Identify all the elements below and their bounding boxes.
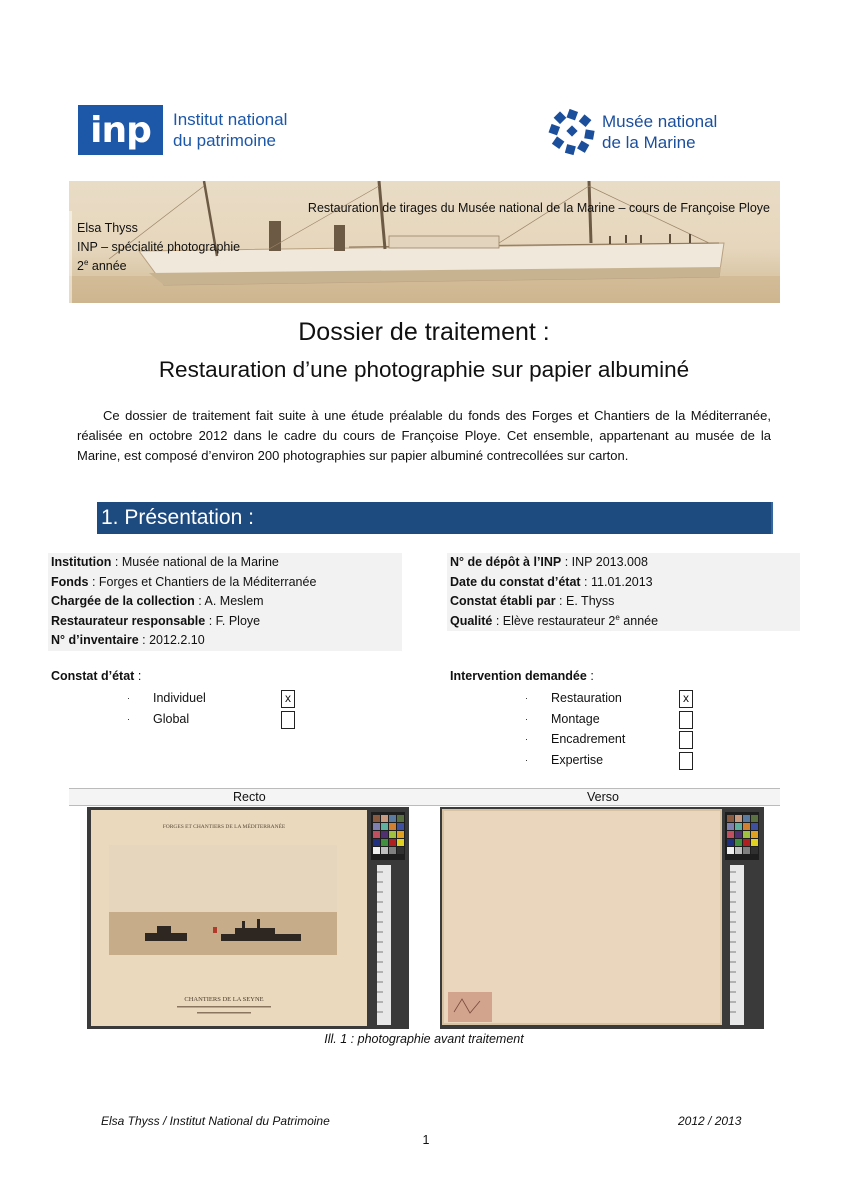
inp-logo-text (173, 109, 287, 151)
bullet: · (525, 734, 528, 744)
inp-logo-line2: du patrimoine (173, 131, 277, 150)
checkbox-montage[interactable] (679, 711, 693, 729)
checklist-item (525, 709, 705, 730)
inp-logo-line1: Institut national (173, 110, 288, 129)
info-quality: Qualité : Elève restaurateur 2e année (450, 612, 659, 628)
info-report-date: Date du constat d’état : 11.01.2013 (450, 574, 653, 589)
checklist-label: Expertise (551, 752, 604, 767)
header-banner (69, 181, 780, 303)
page-number: 1 (422, 1133, 430, 1147)
checklist-item (127, 709, 307, 730)
checkbox-restauration[interactable]: x (679, 690, 693, 708)
recto-mount-title: FORGES ET CHANTIERS DE LA MÉDITERRANÉE (162, 824, 286, 830)
info-report-author: Constat établi par : E. Thyss (450, 594, 615, 608)
bullet: · (127, 693, 130, 703)
banner-program: INP – spécialité photographie (77, 240, 241, 254)
checkbox-global[interactable] (281, 711, 295, 729)
section-heading-presentation: 1. Présentation : (97, 502, 773, 534)
verso-label: Verso (587, 790, 619, 804)
bullet: · (127, 713, 130, 724)
checklist-item (127, 688, 307, 709)
banner-author-info (77, 219, 240, 276)
banner-author: Elsa Thyss (77, 221, 138, 235)
info-deposit-number: N° de dépôt à l’INP : INP 2013.008 (450, 555, 648, 569)
info-block-right (447, 553, 800, 631)
page-subtitle: Restauration d’une photographie sur papier albuminé (158, 357, 690, 382)
bullet: · (525, 713, 528, 724)
info-restorer: Restaurateur responsable : F. Ploye (51, 613, 261, 628)
color-chart (371, 812, 405, 860)
checkbox-encadrement[interactable] (679, 731, 693, 749)
info-fonds: Fonds : Forges et Chantiers de la Méditerranée (51, 574, 317, 589)
musee-logo-text (602, 111, 717, 153)
color-chart (725, 812, 759, 860)
musee-logo-line1: Musée national (602, 112, 718, 131)
checklist-item (525, 688, 705, 709)
compass-star-icon (548, 108, 596, 156)
recto-label: Recto (233, 790, 266, 804)
constat-checklist (127, 688, 307, 729)
recto-photo (87, 807, 409, 1029)
verso-photo (440, 807, 764, 1029)
photo-table-header (69, 788, 780, 806)
checklist-item (525, 729, 705, 750)
checkbox-individuel[interactable]: x (281, 690, 295, 708)
footer-year: 2012 / 2013 (678, 1114, 742, 1128)
intervention-checklist (525, 688, 705, 770)
verso-photo-image (440, 807, 764, 1029)
recto-mount-caption: CHANTIERS DE LA SEYNE (184, 996, 264, 1003)
inp-logo (78, 105, 287, 155)
bullet: · (525, 754, 528, 765)
inp-logo-mark: inp (78, 105, 163, 155)
constat-title: Constat d’état : (51, 669, 142, 683)
info-block-left (48, 553, 402, 651)
checklist-label: Restauration (551, 691, 622, 705)
page-title: Dossier de traitement : (298, 318, 550, 346)
checklist-item (525, 750, 705, 771)
info-institution: Institution : Musée national de la Marine (51, 555, 279, 569)
recto-photo-image (87, 807, 409, 1029)
checklist-label: Montage (551, 711, 600, 726)
intervention-title: Intervention demandée : (450, 669, 594, 683)
checklist-label: Encadrement (551, 732, 626, 746)
bullet: · (525, 693, 528, 703)
info-collection-manager: Chargée de la collection : A. Meslem (51, 594, 264, 608)
checklist-label: Individuel (153, 691, 206, 705)
musee-logo-line2: de la Marine (602, 133, 696, 152)
checklist-label: Global (153, 711, 190, 726)
banner-year: 2e année (77, 257, 127, 273)
banner-course-title: Restauration de tirages du Musée national de la Marine – cours de Françoise Ploye (307, 201, 770, 215)
info-inventory-number: N° d’inventaire : 2012.2.10 (51, 633, 205, 647)
footer-author: Elsa Thyss / Institut National du Patrimoine (101, 1114, 330, 1128)
musee-marine-logo (548, 108, 717, 156)
checkbox-expertise[interactable] (679, 752, 693, 770)
intro-paragraph: Ce dossier de traitement fait suite à une étude préalable du fonds des Forges et Chantiers de la Méditerranée, réalisée en octobre 2012 dans le cadre du cours de Françoise Ploye. Cet ensemble, appartenant au musée de la Marine, est composé d’environ 200 photographies sur papier albuminé contrecollées sur carton. (77, 408, 771, 463)
figure-caption: Ill. 1 : photographie avant traitement (324, 1032, 524, 1046)
